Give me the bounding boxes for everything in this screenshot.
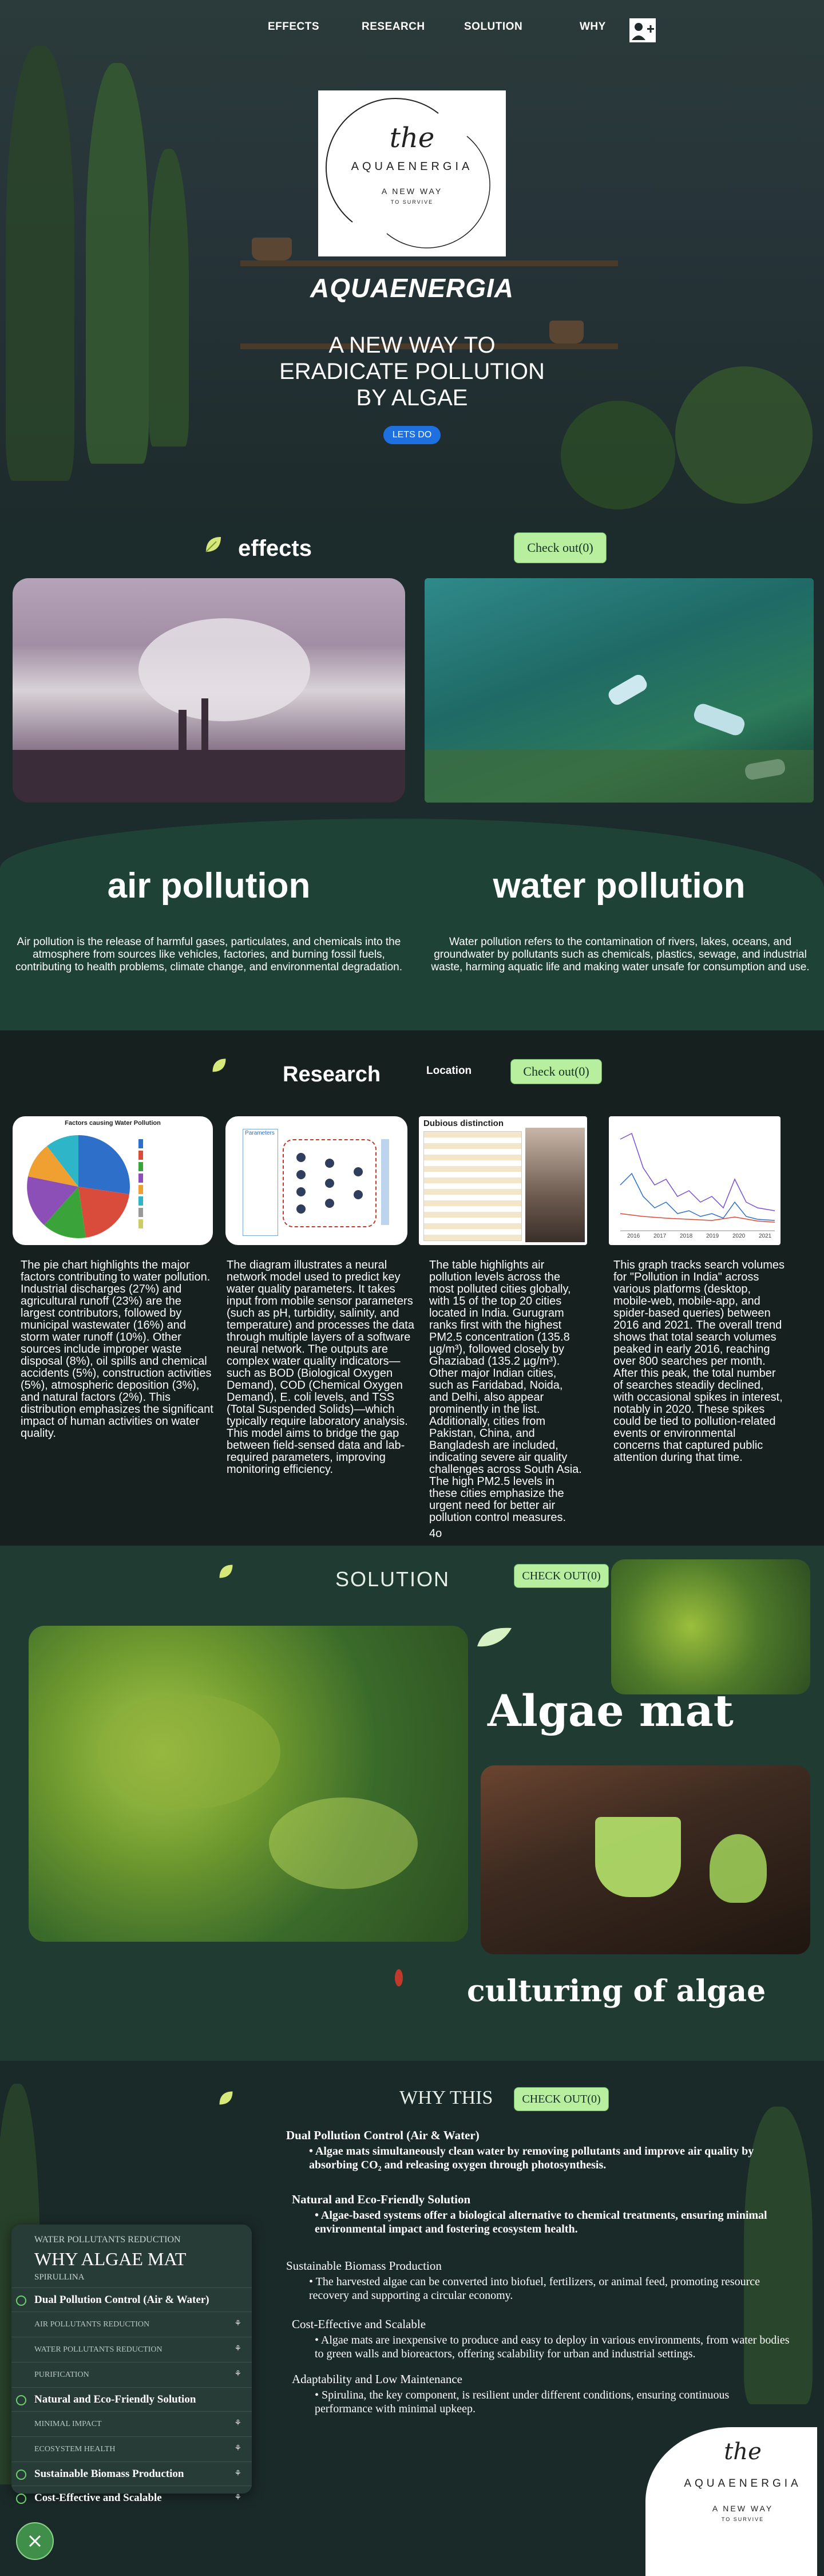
- air-pollution-text: Air pollution is the release of harmful gases, particulates, and chemicals into the atmosphere from sources like vehicles, factories, and burning fossil fuels, contributing to health problems, climate change, and environmental degradation.: [15, 936, 402, 973]
- accordion-item[interactable]: [11, 2337, 252, 2362]
- algae-mat-heading: Algae mat: [488, 1685, 734, 1736]
- flower-icon: ⚘: [234, 2494, 241, 2502]
- solution-section: [0, 1546, 824, 2061]
- leaf-icon: [476, 1626, 513, 1649]
- water-pollution-text: Water pollution refers to the contamination of rivers, lakes, oceans, and groundwater by pollutants such as chemicals, plastics, sewage, and industrial waste, harming aquatic life and making water unsafe for consumption and use.: [431, 936, 810, 973]
- search-trend-chart: [609, 1116, 781, 1245]
- water-pollution-photo: [425, 578, 814, 803]
- flower-icon: ⚘: [234, 2444, 241, 2453]
- flower-icon: ⚘: [234, 2370, 241, 2379]
- accordion-label: Dual Pollution Control (Air & Water): [34, 2294, 209, 2306]
- radio-circle-icon: [16, 2395, 26, 2405]
- accordion-header[interactable]: [11, 2486, 252, 2510]
- nav-why[interactable]: WHY: [580, 21, 606, 33]
- accordion-label: PURIFICATION: [34, 2370, 89, 2379]
- table-extra-note: 4o: [429, 1527, 442, 1540]
- logo-sub: TO SURVIVE: [390, 199, 434, 205]
- why-block-heading: Adaptability and Low Maintenance: [292, 2372, 462, 2386]
- footer-logo-tag: A NEW WAY: [712, 2504, 774, 2513]
- research-title: Research: [283, 1062, 381, 1086]
- plastic-bottle: [692, 702, 747, 738]
- input-parameters-box: [243, 1129, 278, 1236]
- pie-chart-card[interactable]: [13, 1116, 213, 1245]
- accordion-label: MINIMAL IMPACT: [34, 2420, 102, 2428]
- logo-name: AQUAENERGIA: [351, 160, 473, 173]
- search-trend-description: This graph tracks search volumes for "Pollution in India" across various platforms (desktop, mobile-web, mobile-app, and spider-based queries) between 2016 and 2021. The overall trend shows that total search volumes peaked in early 2016, reaching over 800 searches per month. After this peak, the total number of searches steadily declined, with occasional spikes in interest, notably in 2020. These spikes could be tied to pollution-related events or environmental concerns that captured public attention during that time.: [613, 1259, 785, 1464]
- why-block-heading: Dual Pollution Control (Air & Water): [286, 2128, 480, 2142]
- accordion-label: AIR POLLUTANTS REDUCTION: [34, 2320, 150, 2329]
- bullet-icon: •: [315, 2209, 321, 2222]
- neural-network-box: [283, 1139, 377, 1227]
- neural-network-description: The diagram illustrates a neural network model used to predict key water quality parameters. It takes input from mobile sensor parameters (such as pH, turbidity, salinity, and temperature) and processes the data through multiple layers of a software neural network. The outputs are complex water quality indicators—such as BOD (Biological Oxygen Demand), COD (Chemical Oxygen Demand), E. coli levels, and TSS (Total Suspended Solids)—which typically require laboratory analysis. This model aims to bridge the gap between field-sensed data and lab-required parameters, improving monitoring efficiency.: [227, 1259, 414, 1476]
- lets-do-button[interactable]: LETS DO: [383, 426, 441, 444]
- output-parameters-box: [381, 1139, 389, 1225]
- plastic-bottle: [606, 673, 649, 708]
- accordion-label: Natural and Eco-Friendly Solution: [34, 2393, 196, 2405]
- accordion-header[interactable]: [11, 2462, 252, 2486]
- close-fab[interactable]: [16, 2522, 54, 2560]
- accordion-item[interactable]: [11, 2312, 252, 2337]
- nav-solution[interactable]: SOLUTION: [464, 21, 523, 33]
- leaf-icon: [217, 1563, 235, 1580]
- panel-subtitle: SPIRULLINA: [34, 2273, 85, 2282]
- radio-circle-icon: [16, 2470, 26, 2480]
- flower-icon: ⚘: [234, 2470, 241, 2478]
- hero-brand: AQUAENERGIA: [310, 273, 514, 303]
- accordion-label: WATER POLLUTANTS REDUCTION: [34, 2345, 163, 2354]
- check-out-button[interactable]: Check out(0): [514, 532, 607, 563]
- figure-title: Parameters: [245, 1130, 275, 1136]
- panel-top-label: WATER POLLUTANTS REDUCTION: [34, 2235, 181, 2245]
- factory-silhouette: [13, 750, 405, 803]
- radio-circle-icon: [16, 2494, 26, 2504]
- flower-icon: ⚘: [234, 2419, 241, 2428]
- logo-tag: A NEW WAY: [381, 187, 443, 196]
- accordion-item[interactable]: [11, 2362, 252, 2388]
- footer-logo-script: the: [724, 2439, 762, 2465]
- bullet-text: The harvested algae can be converted into biofuel, fertilizers, or animal feed, promoting resource recovery and supporting a circular economy.: [309, 2275, 760, 2302]
- algae-patch: [269, 1797, 418, 1889]
- bullet-icon: •: [315, 2389, 322, 2401]
- year-tick-label: 2020: [732, 1233, 746, 1239]
- bullet-icon: •: [309, 2145, 315, 2158]
- logo-emblem: [318, 90, 506, 256]
- hero-section: [0, 0, 824, 515]
- red-leaf-decoration: [395, 1969, 403, 1986]
- research-section: [0, 1030, 824, 1580]
- location-link[interactable]: Location: [426, 1065, 472, 1077]
- why-block-heading: Cost-Effective and Scalable: [292, 2317, 426, 2331]
- accordion-label: Cost-Effective and Scalable: [34, 2492, 162, 2504]
- why-block-bullet: [315, 2333, 790, 2361]
- why-block-bullet: [309, 2144, 784, 2172]
- accordion-item[interactable]: [11, 2411, 252, 2437]
- culture-flask: [710, 1834, 767, 1903]
- culture-beaker: [595, 1817, 681, 1897]
- panel-title: WHY ALGAE MAT: [34, 2249, 187, 2269]
- search-trend-card[interactable]: [609, 1116, 781, 1245]
- year-tick-label: 2019: [706, 1233, 719, 1239]
- why-block-heading: Sustainable Biomass Production: [286, 2259, 442, 2273]
- pie-chart-description: The pie chart highlights the major factors contributing to water pollution. Industrial discharges (27%) and agricultural runoff (23%) are the largest contributors, followed by municipal wastewater (16%) and storm water runoff (10%). Other sources include improper waste disposal (8%), oil spills and chemical accidents (5%), construction activities (5%), atmospheric deposition (3%), and natural factors (2%). This distribution emphasizes the significant impact of human activities on water quality.: [21, 1259, 213, 1440]
- water-pollution-heading: water pollution: [493, 866, 746, 906]
- culturing-heading: culturing of algae: [467, 1974, 766, 2009]
- algae-culture-photo: [481, 1765, 810, 1954]
- year-tick-label: 2017: [653, 1233, 667, 1239]
- chimney: [201, 698, 208, 756]
- check-out-button[interactable]: Check out(0): [510, 1059, 602, 1084]
- cactus-decoration: [6, 46, 74, 481]
- city-pollution-table: [423, 1131, 522, 1241]
- bullet-text: Algae mats are inexpensive to produce and easy to deploy in various environments, from water bodies to green walls and bioreactors, offering scalability for urban and industrial settings.: [315, 2334, 790, 2360]
- radio-circle-icon: [16, 2296, 26, 2306]
- pollution-table-card[interactable]: [419, 1116, 587, 1245]
- pollution-table-description: The table highlights air pollution levels across the most polluted cities globally, with 15 of the top 20 cities located in India. Gurugram ranks first with the highest PM2.5 concentration (135.8 µg/m³), followed closely by Ghaziabad (135.2 µg/m³). Other major Indian cities, such as Faridabad, Noida, and Delhi, also appear prominently in the list. Additionally, cities from Pakistan, China, and Bangladesh are included, indicating severe air quality challenges across South Asia. The high PM2.5 levels in these cities emphasize the urgent need for better air pollution control measures.: [429, 1259, 582, 1524]
- year-tick-label: 2016: [627, 1233, 640, 1239]
- flower-icon: ⚘: [234, 2320, 241, 2328]
- why-block-bullet: [315, 2208, 790, 2236]
- accordion-header[interactable]: [11, 2387, 252, 2412]
- logo-script: the: [389, 122, 435, 154]
- why-block-heading: Natural and Eco-Friendly Solution: [292, 2192, 471, 2206]
- nav-research[interactable]: RESEARCH: [362, 21, 425, 33]
- why-title: WHY THIS: [399, 2087, 493, 2108]
- debris: [425, 750, 814, 803]
- algae-closeup-photo: [611, 1559, 810, 1694]
- year-tick-label: 2018: [680, 1233, 693, 1239]
- neural-network-graph: [284, 1140, 375, 1226]
- accordion-item[interactable]: [11, 2436, 252, 2462]
- accordion-header[interactable]: [11, 2287, 252, 2312]
- figure-title: Dubious distinction: [423, 1119, 504, 1128]
- smoke-cloud: [138, 618, 310, 721]
- nav-effects[interactable]: EFFECTS: [268, 21, 320, 33]
- algae-patch: [97, 1694, 280, 1809]
- neural-network-card[interactable]: [225, 1116, 407, 1245]
- plant-decoration: [675, 366, 813, 504]
- air-pollution-photo: [13, 578, 405, 803]
- footer-logo: [645, 2427, 817, 2576]
- leaf-icon: [217, 2089, 235, 2107]
- bullet-text: Spirulina, the key component, is resilient under different conditions, ensuring continuous performance with minimal upkeep.: [315, 2389, 730, 2415]
- effects-section: [0, 515, 824, 1030]
- wall-shelf: [240, 260, 618, 266]
- pie-chart: [24, 1132, 133, 1241]
- leaf-icon: [204, 535, 223, 554]
- plant-pot: [252, 238, 292, 260]
- effects-title: effects: [238, 536, 312, 561]
- figure-title: Factors causing Water Pollution: [65, 1120, 161, 1127]
- user-plus-icon[interactable]: [628, 17, 657, 44]
- wave-background: [0, 819, 824, 1030]
- plant-decoration: [561, 401, 675, 509]
- trend-series-line: [620, 1174, 775, 1220]
- check-out-button[interactable]: CHECK OUT(0): [514, 2087, 609, 2111]
- bullet-icon: •: [315, 2334, 321, 2346]
- footer-logo-name: AQUAENERGIA: [684, 2478, 802, 2490]
- bullet-text: Algae-based systems offer a biological alternative to chemical treatments, ensuring minimal environmental impact and fostering ecosystem health.: [315, 2209, 767, 2235]
- check-out-button[interactable]: CHECK OUT(0): [514, 1564, 609, 1588]
- why-block-bullet: [309, 2275, 784, 2302]
- bullet-icon: •: [309, 2275, 316, 2288]
- air-pollution-heading: air pollution: [107, 866, 311, 906]
- chimney: [179, 710, 187, 756]
- logo-card: [318, 90, 506, 256]
- trend-series-line: [620, 1133, 775, 1211]
- solution-title: SOLUTION: [335, 1567, 450, 1591]
- smokestack-photo: [525, 1128, 585, 1242]
- bullet-text: Algae mats simultaneously clean water by removing pollutants and improve air quality by absorbing CO₂ and releasing oxygen through photosynthesis.: [309, 2145, 754, 2171]
- leaf-icon: [211, 1057, 228, 1074]
- accordion-label: Sustainable Biomass Production: [34, 2468, 184, 2480]
- pie-legend: [138, 1139, 207, 1231]
- footer-logo-sub: TO SURVIVE: [721, 2516, 764, 2522]
- accordion-label: ECOSYSTEM HEALTH: [34, 2445, 116, 2453]
- why-block-bullet: [315, 2388, 790, 2416]
- year-tick-label: 2021: [759, 1233, 772, 1239]
- algae-mat-photo: [29, 1626, 468, 1942]
- cactus-decoration: [86, 63, 149, 464]
- close-icon: [17, 2523, 53, 2559]
- why-algae-mat-panel: [11, 2225, 252, 2504]
- flower-icon: ⚘: [234, 2345, 241, 2353]
- hero-tagline: A NEW WAY TO ERADICATE POLLUTION BY ALGAE: [279, 333, 545, 410]
